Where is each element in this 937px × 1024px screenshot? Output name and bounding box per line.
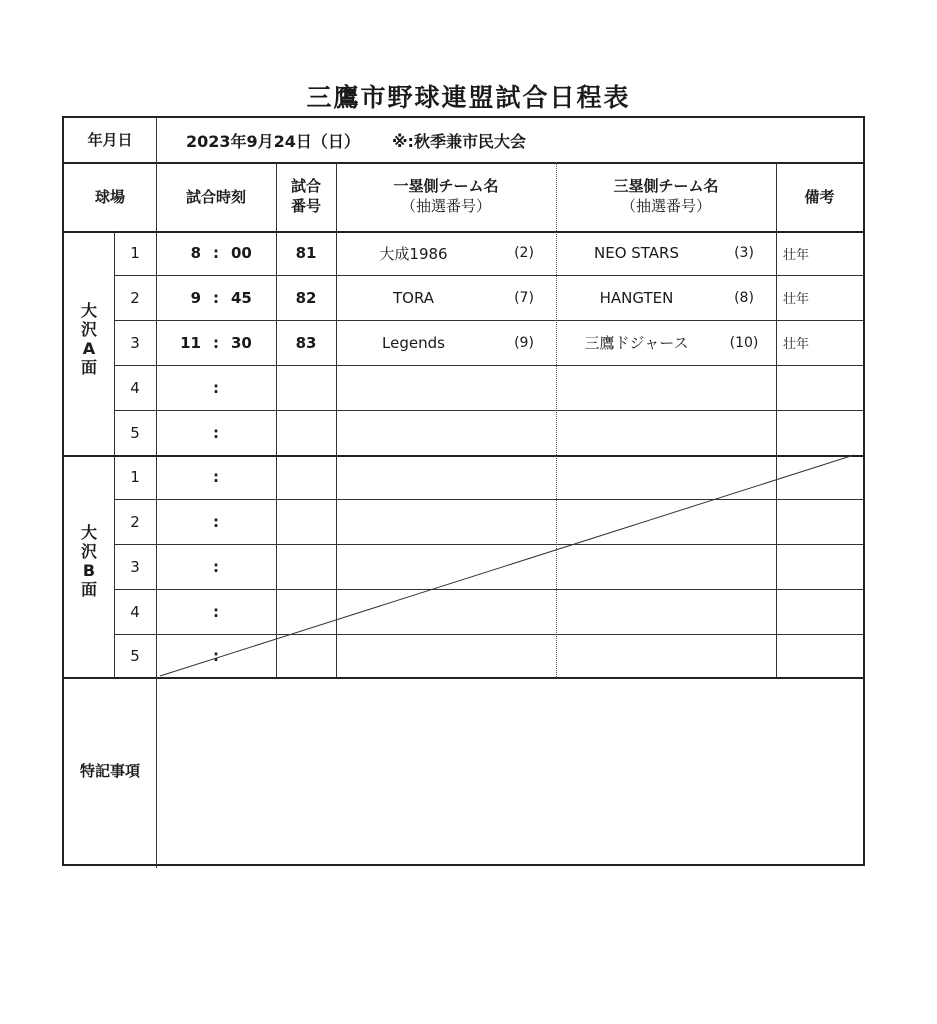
remark: 壮年 — [782, 247, 809, 263]
row-number: 3 — [130, 333, 140, 352]
row-number: 4 — [130, 378, 140, 397]
third-base-draw: (3) — [734, 245, 754, 261]
row-number: 4 — [130, 602, 140, 621]
notes-area[interactable] — [157, 679, 863, 864]
third-base-team: HANGTEN — [599, 288, 674, 307]
third-base-draw: (8) — [734, 289, 754, 306]
first-base-team: 大成1986 — [379, 244, 448, 263]
game-time: 11 : 30 — [180, 333, 252, 352]
first-base-draw: (9) — [514, 334, 534, 351]
header-third-base: 三塁側チーム名 （抽選番号） — [613, 177, 719, 215]
row-number: 5 — [130, 423, 140, 442]
game-number: 83 — [295, 333, 317, 352]
game-time: : — [213, 557, 219, 576]
header-remarks: 備考 — [804, 187, 835, 206]
row-number: 1 — [130, 244, 140, 262]
third-base-team: NEO STARS — [594, 244, 679, 262]
first-base-team: Legends — [382, 333, 445, 352]
header-first-base: 一塁側チーム名 （抽選番号） — [393, 177, 499, 215]
third-base-draw: (10) — [729, 334, 759, 351]
game-time: 9 : 45 — [190, 288, 252, 307]
row-number: 3 — [130, 557, 140, 576]
game-number: 81 — [295, 244, 317, 262]
game-time: : — [213, 468, 219, 486]
date-label: 年月日 — [87, 131, 133, 149]
header-time: 試合時刻 — [185, 187, 246, 206]
header-field: 球場 — [94, 187, 125, 206]
row-number: 2 — [130, 288, 140, 307]
header-game-no: 試合 番号 — [290, 177, 321, 215]
row-number: 5 — [130, 646, 140, 665]
page-title: 三鷹市野球連盟試合日程表 — [306, 83, 631, 112]
notes-label: 特記事項 — [79, 761, 140, 780]
schedule-table — [62, 116, 865, 866]
game-time: : — [213, 423, 219, 442]
row-number: 2 — [130, 512, 140, 531]
field-b-label: 大 沢 B 面 — [80, 523, 97, 599]
game-time: 8 : 00 — [190, 244, 252, 262]
game-number: 82 — [295, 288, 317, 307]
tournament-note: ※:秋季兼市民大会 — [392, 131, 526, 151]
remark: 壮年 — [782, 337, 809, 352]
first-base-team: TORA — [392, 288, 435, 307]
row-number: 1 — [130, 468, 140, 486]
game-time: : — [213, 602, 219, 621]
first-base-draw: (7) — [514, 289, 534, 306]
game-time: : — [213, 646, 219, 665]
field-a-label: 大 沢 A 面 — [80, 301, 97, 377]
first-base-draw: (2) — [514, 245, 534, 261]
game-time: : — [213, 512, 219, 531]
game-time: : — [213, 378, 219, 397]
remark: 壮年 — [782, 292, 809, 307]
date-value: 2023年9月24日（日） — [186, 131, 360, 151]
third-base-team: 三鷹ドジャース — [584, 334, 689, 352]
